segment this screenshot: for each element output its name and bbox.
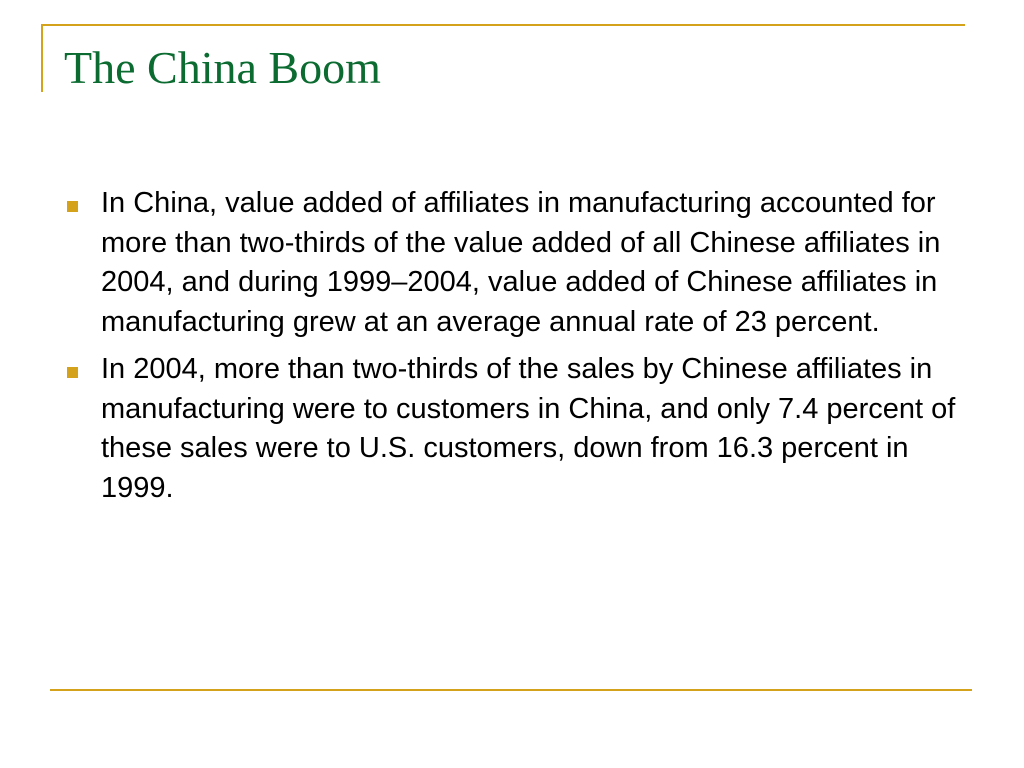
square-bullet-icon: [67, 201, 78, 212]
frame-left-rule: [41, 24, 43, 92]
frame-bottom-rule: [50, 689, 972, 691]
square-bullet-icon: [67, 367, 78, 378]
slide-title: The China Boom: [64, 42, 381, 93]
bullet-list: [66, 184, 956, 516]
bullet-item: [66, 350, 956, 508]
frame-top-rule: [41, 24, 965, 26]
bullet-text: In 2004, more than two-thirds of the sales by Chinese affiliates in manufacturing were to customers in China, and only 7.4 percent of these sales were to U.S. customers, down from 16.3 percent in 1999.: [101, 353, 956, 504]
bullet-item: [66, 184, 956, 342]
bullet-text: In China, value added of affiliates in manufacturing accounted for more than two-thirds of the value added of all Chinese affiliates in 2004, and during 1999–2004, value added of Chinese affiliates in manufacturing grew at an average annual rate of 23 percent.: [101, 187, 941, 338]
